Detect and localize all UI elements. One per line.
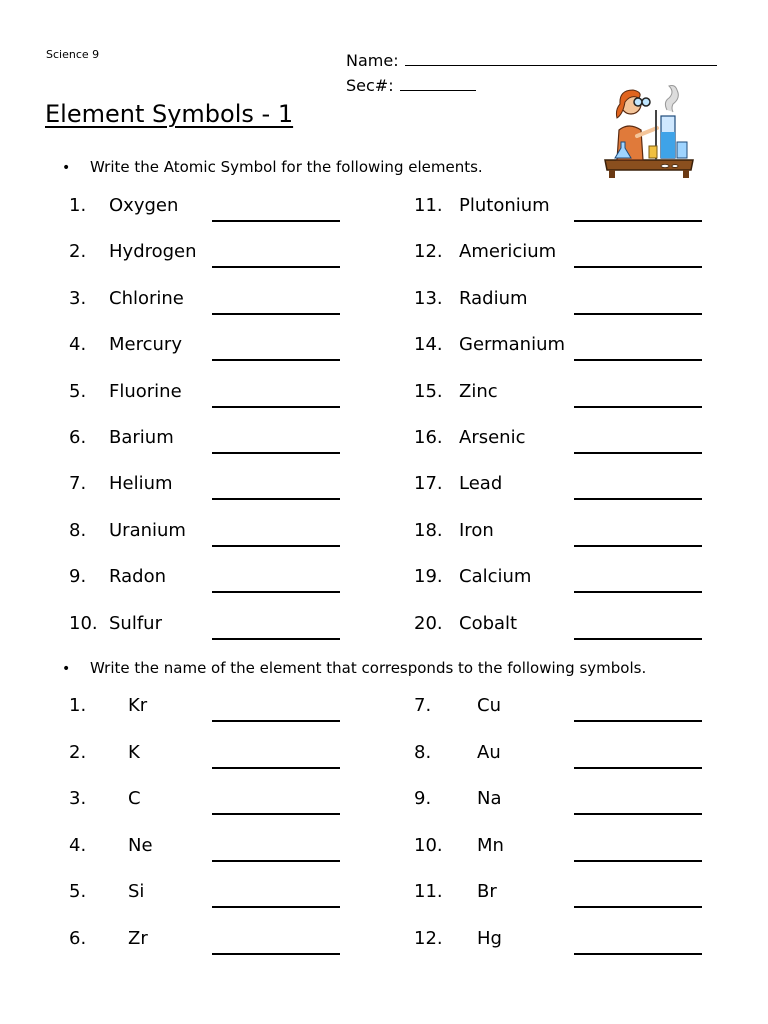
element-symbol: Si [128,881,145,903]
answer-blank[interactable] [212,953,340,955]
question-number: 14. [414,334,443,356]
element-name: Iron [459,519,494,541]
answer-blank[interactable] [574,498,702,500]
element-symbol: Na [477,788,502,810]
answer-blank[interactable] [212,813,340,815]
answer-blank[interactable] [212,906,340,908]
name-label: Name: [346,51,399,70]
answer-blank[interactable] [574,767,702,769]
element-symbol: C [128,788,141,810]
element-name: Hydrogen [109,241,197,263]
element-name: Chlorine [109,287,184,309]
bullet-1: • [62,160,71,176]
element-name: Cobalt [459,612,518,634]
question-number: 1. [69,695,87,716]
page-title: Element Symbols - 1 [45,100,294,128]
element-symbol: Cu [477,695,501,716]
instruction-2-text: Write the name of the element that corresponds to the following symbols. [90,659,647,677]
answer-blank[interactable] [212,767,340,769]
question-number: 6. [69,427,87,448]
answer-blank[interactable] [212,359,340,361]
answer-blank[interactable] [574,452,702,454]
question-number: 3. [69,287,87,309]
question-number: 18. [414,519,443,541]
sec-field[interactable] [400,75,476,91]
question-number: 13. [414,287,443,309]
name-line [346,50,717,70]
element-name: Fluorine [109,380,182,402]
element-symbol: Br [477,881,497,903]
answer-blank[interactable] [574,813,702,815]
element-name: Mercury [109,334,182,356]
answer-blank[interactable] [574,720,702,722]
element-symbol: Kr [128,695,148,716]
element-symbol: Au [477,741,501,763]
instruction-1-text: Write the Atomic Symbol for the following elements. [90,158,483,176]
question-number: 4. [69,334,87,356]
element-symbol: Hg [477,928,502,949]
element-symbol: Ne [128,834,153,856]
course-label: Science 9 [46,48,100,61]
question-number: 17. [414,473,443,495]
question-number: 12. [414,928,443,949]
answer-blank[interactable] [212,720,340,722]
element-symbol: Mn [477,834,504,856]
question-number: 5. [69,881,87,903]
answer-blank[interactable] [574,545,702,547]
question-number: 5. [69,380,87,402]
question-number: 9. [414,788,432,810]
answer-blank[interactable] [212,313,340,315]
question-number: 7. [69,473,87,495]
element-name: Uranium [109,519,186,541]
element-symbol: Zr [128,928,148,949]
element-name: Lead [459,473,503,495]
question-number: 8. [69,519,87,541]
element-name: Radon [109,566,166,588]
question-number: 1. [69,195,87,216]
answer-blank[interactable] [212,266,340,268]
element-name: Americium [459,241,557,263]
answer-blank[interactable] [574,953,702,955]
answer-blank[interactable] [574,906,702,908]
question-number: 3. [69,788,87,810]
answer-blank[interactable] [574,266,702,268]
answer-blank[interactable] [574,406,702,408]
question-number: 11. [414,881,443,903]
answer-blank[interactable] [574,359,702,361]
answer-blank[interactable] [574,591,702,593]
element-name: Sulfur [109,612,162,634]
answer-blank[interactable] [574,860,702,862]
question-number: 12. [414,241,443,263]
question-number: 4. [69,834,87,856]
question-number: 9. [69,566,87,588]
instruction-2 [62,659,646,677]
question-number: 7. [414,695,432,716]
scientist-illustration [603,80,695,178]
element-name: Calcium [459,566,532,588]
answer-blank[interactable] [212,545,340,547]
question-number: 19. [414,566,443,588]
answer-blank[interactable] [212,638,340,640]
element-symbol: K [128,741,140,763]
element-name: Zinc [459,380,498,402]
answer-blank[interactable] [212,591,340,593]
element-name: Arsenic [459,427,526,448]
bullet-2: • [62,661,71,677]
question-number: 16. [414,427,443,448]
answer-blank[interactable] [212,220,340,222]
element-name: Oxygen [109,195,179,216]
question-number: 11. [414,195,443,216]
question-number: 6. [69,928,87,949]
answer-blank[interactable] [574,220,702,222]
answer-blank[interactable] [212,452,340,454]
answer-blank[interactable] [574,638,702,640]
answer-blank[interactable] [212,406,340,408]
element-name: Germanium [459,334,566,356]
element-name: Radium [459,287,528,309]
sec-label: Sec#: [346,76,394,95]
answer-blank[interactable] [574,313,702,315]
question-number: 15. [414,380,443,402]
question-number: 2. [69,241,87,263]
question-number: 20. [414,612,443,634]
question-number: 2. [69,741,87,763]
element-name: Plutonium [459,195,550,216]
sec-line [346,75,476,95]
question-number: 10. [69,612,98,634]
answer-blank[interactable] [212,498,340,500]
instruction-1 [62,158,483,176]
name-field[interactable] [405,50,717,66]
element-name: Barium [109,427,174,448]
question-number: 10. [414,834,443,856]
question-number: 8. [414,741,432,763]
answer-blank[interactable] [212,860,340,862]
element-name: Helium [109,473,173,495]
